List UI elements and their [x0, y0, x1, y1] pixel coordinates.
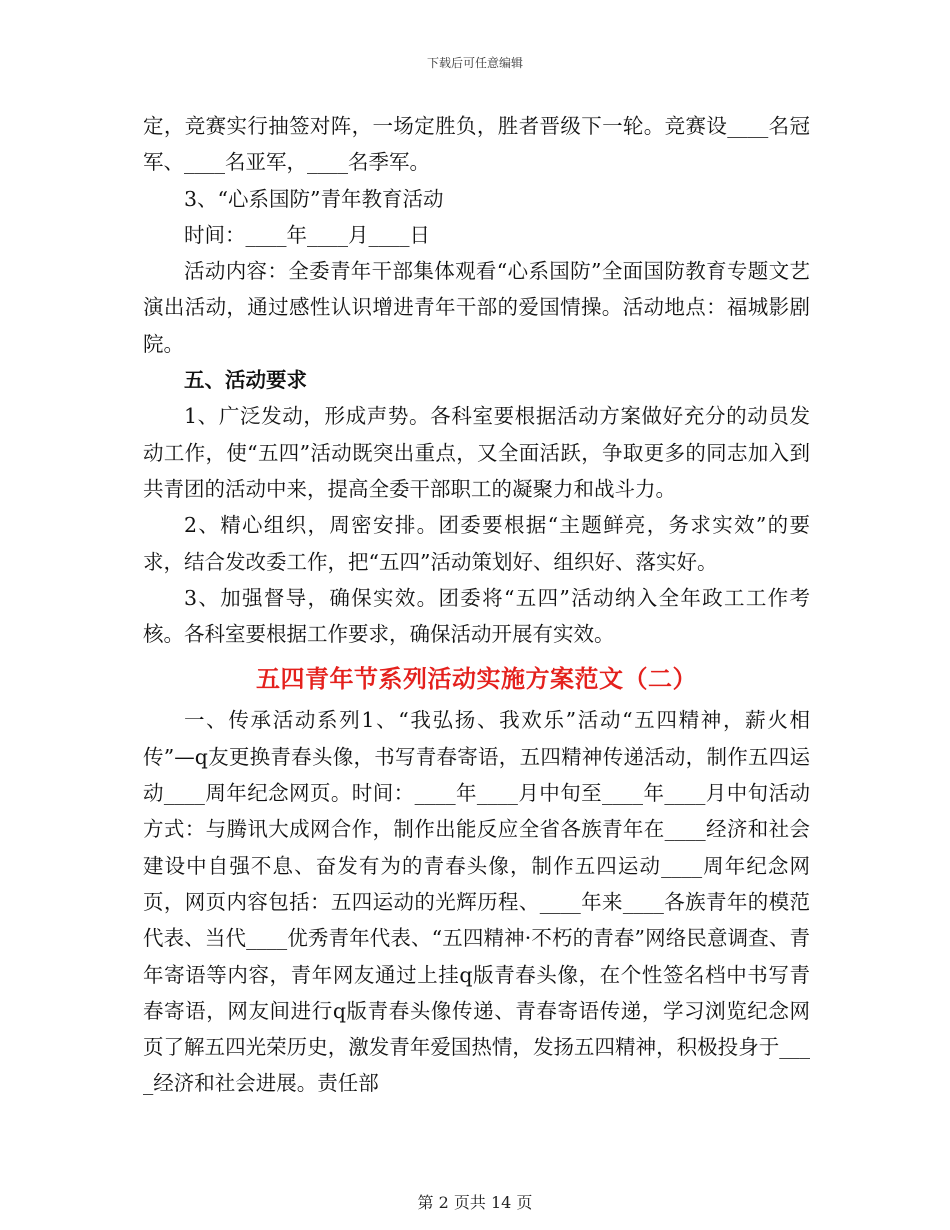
paragraph-continuation: 定，竞赛实行抽签对阵，一场定胜负，胜者晋级下一轮。竞赛设____名冠军、____名亚军，____名季军。 — [143, 114, 810, 175]
page-number: 第 2 页共 14 页 — [417, 1193, 533, 1212]
requirement-item-3: 3、加强督导，确保实效。团委将“五四”活动纳入全年政工工作考核。各科室要根据工作要求，确保活动开展有实效。 — [143, 585, 810, 647]
activity-3-heading: 3、“心系国防”青年教育活动 — [184, 186, 444, 211]
document-title: 五四青年节系列活动实施方案范文（二） — [256, 664, 697, 694]
page-header: 下载后可任意编辑 — [426, 56, 523, 70]
requirement-item-1: 1、广泛发动，形成声势。各科室要根据活动方案做好充分的动员发动工作，使“五四”活动既突出重点，又全面活跃，争取更多的同志加入到共青团的活动中来，提高全委干部职工的凝聚力和战斗力。 — [143, 404, 810, 501]
section-5-heading: 五、活动要求 — [184, 368, 307, 393]
activity-3-time: 时间：____年____月____日 — [184, 222, 430, 247]
activity-3-content: 活动内容：全委青年干部集体观看“心系国防”全面国防教育专题文艺演出活动，通过感性认识增进青年干部的爱国情操。活动地点：福城影剧院。 — [143, 259, 810, 356]
document-body — [143, 108, 810, 1102]
requirement-item-2: 2、精心组织，周密安排。团委要根据“主题鲜亮，务求实效”的要求，结合发改委工作，把“五四”活动策划好、组织好、落实好。 — [143, 513, 810, 574]
doc2-paragraph-1: 一、传承活动系列1、“我弘扬、我欢乐”活动“五四精神，薪火相传”—q友更换青春头像，书写青春寄语，五四精神传递活动，制作五四运动____周年纪念网页。时间：____年____月中旬至____年____月中旬活动方式：与腾讯大成网合作，制作出能反应全省各族青年在____经济和社会建设中自强不息、奋发有为的青春头像，制作五四运动____周年纪念网页，网页内容包括：五四运动的光辉历程、____年来____各族青年的模范代表、当代____优秀青年代表、“五四精神·不朽的青春”网络民意调查、青年寄语等内容，青年网友通过上挂q版青春头像，在个性签名档中书写青春寄语，网友间进行q版青春头像传递、青春寄语传递，学习浏览纪念网页了解五四光荣历史，激发青年爱国热情，发扬五四精神，积极投身于____经济和社会进展。责任部 — [143, 708, 810, 1096]
